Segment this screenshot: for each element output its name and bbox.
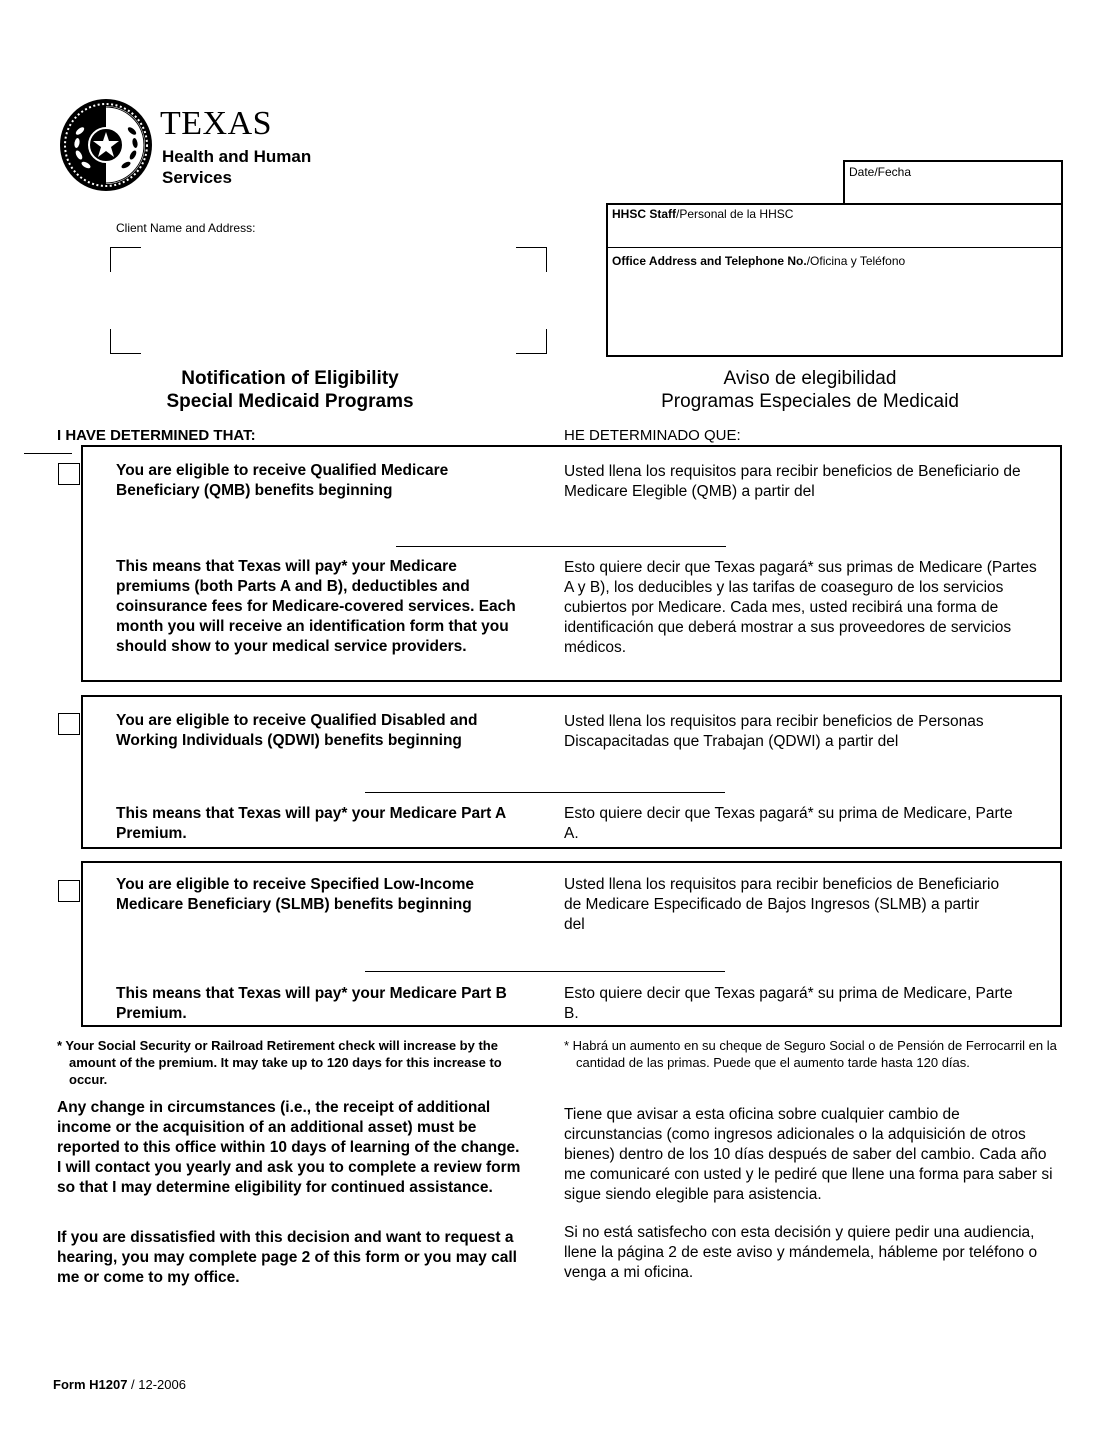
- qdwi-means-es: Esto quiere decir que Texas pagará* su prima de Medicare, Parte A.: [564, 805, 1013, 842]
- determined-heading-en: I HAVE DETERMINED THAT:: [57, 427, 256, 444]
- form-id: Form H1207: [53, 1377, 128, 1392]
- office-address-label: [612, 254, 905, 268]
- title-en-line1: Notification of Eligibility: [181, 368, 399, 389]
- client-address-window[interactable]: [110, 247, 547, 354]
- page-title-spanish: [630, 367, 990, 413]
- footnote-en: * Your Social Security or Railroad Retirement check will increase by the amount of the premium. It may take up to 120 days for this increase to occur.: [57, 1038, 502, 1087]
- qdwi-start-date-line[interactable]: [365, 792, 725, 793]
- qmb-eligible-es: Usted llena los requisitos para recibir beneficios de Beneficiario de Medicare Elegible (QMB) a partir del: [564, 463, 1021, 500]
- staff-office-box: [606, 203, 1063, 357]
- change-notice-es: Tiene que avisar a esta oficina sobre cualquier cambio de circunstancias (como ingresos adicionales o la adquisición de otros bienes) dentro de los 10 días después de saber del cambio. Cada año me comunicaré con usted y le pediré que llene una forma para saber si sigue siendo elegible para asistencia.: [564, 1106, 1053, 1203]
- divider: [24, 453, 72, 454]
- hhsc-staff-label-es: /Personal de la HHSC: [676, 207, 794, 221]
- hhsc-staff-label-bold: HHSC Staff: [612, 207, 677, 221]
- office-address-label-bold: Office Address and Telephone No.: [612, 254, 807, 268]
- change-notice-en: Any change in circumstances (i.e., the receipt of additional income or the acquisition of an additional asset) must be reported to this office within 10 days of learning of the change. I will contact you yearly and ask you to complete a review form so that I may determine eligibility for continued assistance.: [57, 1099, 521, 1196]
- office-address-field[interactable]: [608, 248, 1061, 353]
- qmb-checkbox[interactable]: [58, 463, 80, 485]
- qmb-eligible-en: You are eligible to receive Qualified Medicare Beneficiary (QMB) benefits beginning: [116, 462, 449, 499]
- slmb-eligible-en: You are eligible to receive Specified Low-Income Medicare Beneficiary (SLMB) benefits beginning: [116, 876, 475, 913]
- corner-mark: [110, 247, 141, 272]
- determined-heading-es: HE DETERMINADO QUE:: [564, 427, 741, 444]
- title-en-line2: Special Medicaid Programs: [166, 391, 414, 412]
- hhsc-staff-label: [612, 207, 793, 221]
- title-es-line2: Programas Especiales de Medicaid: [661, 391, 959, 412]
- slmb-eligible-es: Usted llena los requisitos para recibir beneficios de Beneficiario de Medicare Especificado de Bajos Ingresos (SLMB) a partir del: [564, 876, 1000, 933]
- qmb-means-en: This means that Texas will pay* your Medicare premiums (both Parts A and B), deductibles and coinsurance fees for Medicare-covered services. Each month you will receive an identification form that you should show to your medical service providers.: [116, 558, 516, 655]
- corner-mark: [516, 329, 547, 354]
- corner-mark: [516, 247, 547, 272]
- client-name-address-label: Client Name and Address:: [116, 221, 256, 235]
- slmb-start-date-line[interactable]: [365, 971, 725, 972]
- hearing-notice-es: Si no está satisfecho con esta decisión y quiere pedir una audiencia, llene la página 2 de este aviso y mándemela, hábleme por teléfono o venga a mi oficina.: [564, 1224, 1038, 1281]
- title-es-line1: Aviso de elegibilidad: [723, 368, 897, 389]
- form-separator: /: [127, 1377, 139, 1392]
- texas-seal-icon: [58, 97, 154, 193]
- page-title-english: [110, 367, 470, 413]
- qdwi-means-en: This means that Texas will pay* your Medicare Part A Premium.: [116, 805, 506, 842]
- logo-subtitle: [162, 146, 311, 188]
- qdwi-checkbox[interactable]: [58, 713, 80, 735]
- qmb-start-date-line[interactable]: [396, 546, 726, 547]
- office-address-label-es: /Oficina y Teléfono: [806, 254, 906, 268]
- slmb-means-es: Esto quiere decir que Texas pagará* su prima de Medicare, Parte B.: [564, 985, 1013, 1022]
- hearing-notice-en: If you are dissatisfied with this decision and want to request a hearing, you may complete page 2 of this form or you may call me or come to my office.: [57, 1229, 517, 1286]
- date-field[interactable]: [843, 160, 1063, 205]
- logo-subtitle-line1: Health and Human: [162, 147, 312, 166]
- slmb-checkbox[interactable]: [58, 880, 80, 902]
- qdwi-eligible-es: Usted llena los requisitos para recibir beneficios de Personas Discapacitadas que Trabajan (QDWI) a partir del: [564, 713, 984, 750]
- slmb-means-en: This means that Texas will pay* your Medicare Part B Premium.: [116, 985, 507, 1022]
- logo-title: TEXAS: [160, 105, 273, 142]
- footnote-es: * Habrá un aumento en su cheque de Seguro Social o de Pensión de Ferrocarril en la cantidad de las primas. Puede que el aumento tarde hasta 120 días.: [564, 1038, 1057, 1070]
- logo-subtitle-line2: Services: [162, 168, 232, 187]
- qdwi-eligible-en: You are eligible to receive Qualified Disabled and Working Individuals (QDWI) benefits beginning: [116, 712, 478, 749]
- hhsc-staff-field[interactable]: [608, 205, 1061, 248]
- date-label: Date/Fecha: [849, 165, 912, 179]
- corner-mark: [110, 329, 141, 354]
- form-number: [53, 1377, 186, 1392]
- qmb-means-es: Esto quiere decir que Texas pagará* sus primas de Medicare (Partes A y B), los deducibles y las tarifas de coaseguro de los servicios cubiertos por Medicare. Cada mes, usted recibirá una forma de identificación que deberá mostrar a sus proveedores de servicios médicos.: [564, 559, 1037, 656]
- form-revision-date: 12-2006: [138, 1377, 186, 1392]
